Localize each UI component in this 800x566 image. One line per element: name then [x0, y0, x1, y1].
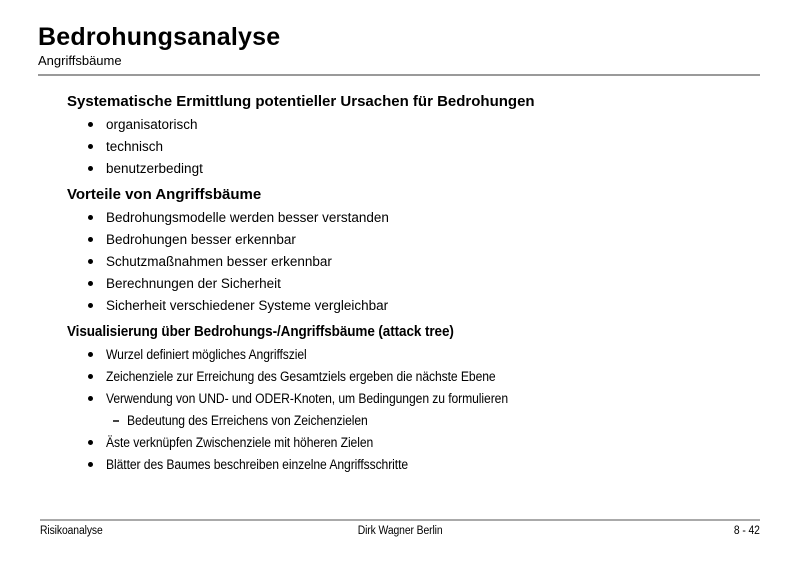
- bullet-icon: [88, 237, 93, 242]
- section-heading: Systematische Ermittlung potentieller Ursachen für Bedrohungen: [67, 93, 535, 110]
- bullet-text: Bedrohungen besser erkennbar: [106, 232, 296, 247]
- section-heading: [67, 323, 800, 340]
- slide-header: [38, 24, 760, 76]
- bullet-item: [106, 457, 760, 472]
- bullet-icon: [88, 303, 93, 308]
- page-subtitle: Angriffsbäume: [38, 53, 122, 68]
- bullet-icon: [88, 259, 93, 264]
- bullet-item: [106, 369, 760, 384]
- bullet-text: Wurzel definiert mögliches Angriffsziel: [106, 347, 307, 362]
- bullet-icon: [88, 144, 93, 149]
- bullet-text: Bedrohungsmodelle werden besser verstanden: [106, 210, 389, 225]
- sub-bullet-item: [127, 413, 760, 428]
- bullet-item: [106, 210, 760, 225]
- bullet-list: [0, 117, 800, 176]
- bullet-icon: [88, 281, 93, 286]
- bullet-text: Berechnungen der Sicherheit: [106, 276, 281, 291]
- section-visualisierung: [0, 323, 800, 472]
- page-title: Bedrohungsanalyse: [38, 23, 281, 51]
- footer-center: [280, 525, 520, 538]
- bullet-text: Zeichenziele zur Erreichung des Gesamtziels ergeben die nächste Ebene: [106, 369, 496, 384]
- dash-icon: [113, 420, 119, 422]
- bullet-text: Verwendung von UND- und ODER-Knoten, um Bedingungen zu formulieren: [106, 391, 508, 406]
- bullet-text: Äste verknüpfen Zwischenziele mit höheren Zielen: [106, 435, 374, 450]
- bullet-text: Sicherheit verschiedener Systeme vergleichbar: [106, 298, 389, 313]
- footer-page-number: [520, 525, 760, 538]
- bullet-item: [106, 161, 760, 176]
- bullet-text: organisatorisch: [106, 117, 198, 132]
- bullet-text: Bedeutung des Erreichens von Zeichenzielen: [127, 413, 368, 428]
- bullet-icon: [88, 122, 93, 127]
- footer-center-text: Dirk Wagner Berlin: [357, 525, 443, 537]
- bullet-icon: [88, 166, 93, 171]
- footer-left-text: Risikoanalyse: [40, 525, 103, 537]
- bullet-icon: [88, 462, 93, 467]
- section-heading: Vorteile von Angriffsbäume: [67, 186, 262, 203]
- bullet-item: [106, 435, 760, 450]
- bullet-item: [106, 232, 760, 247]
- bullet-item: [106, 347, 760, 362]
- section-ursachen: [0, 93, 800, 176]
- bullet-item: [106, 298, 760, 313]
- bullet-icon: [88, 215, 93, 220]
- bullet-list: [0, 210, 800, 313]
- footer-page-number-text: 8 - 42: [734, 525, 760, 537]
- bullet-icon: [88, 396, 93, 401]
- bullet-icon: [88, 440, 93, 445]
- section-vorteile: [0, 186, 800, 313]
- bullet-item: [106, 391, 760, 406]
- section-heading-text: Visualisierung über Bedrohungs-/Angriffsbäume (attack tree): [67, 323, 454, 340]
- bullet-item: [106, 117, 760, 132]
- bullet-text: Schutzmaßnahmen besser erkennbar: [106, 254, 332, 269]
- bullet-text: benutzerbedingt: [106, 161, 203, 176]
- bullet-list: [0, 347, 800, 472]
- bullet-text: Blätter des Baumes beschreiben einzelne Angriffsschritte: [106, 457, 409, 472]
- slide-footer: [40, 519, 760, 538]
- bullet-text: technisch: [106, 139, 164, 154]
- bullet-item: [106, 139, 760, 154]
- bullet-item: [106, 276, 760, 291]
- bullet-icon: [88, 374, 93, 379]
- bullet-icon: [88, 352, 93, 357]
- slide-content: [0, 88, 800, 479]
- bullet-item: [106, 254, 760, 269]
- footer-left: [40, 525, 280, 538]
